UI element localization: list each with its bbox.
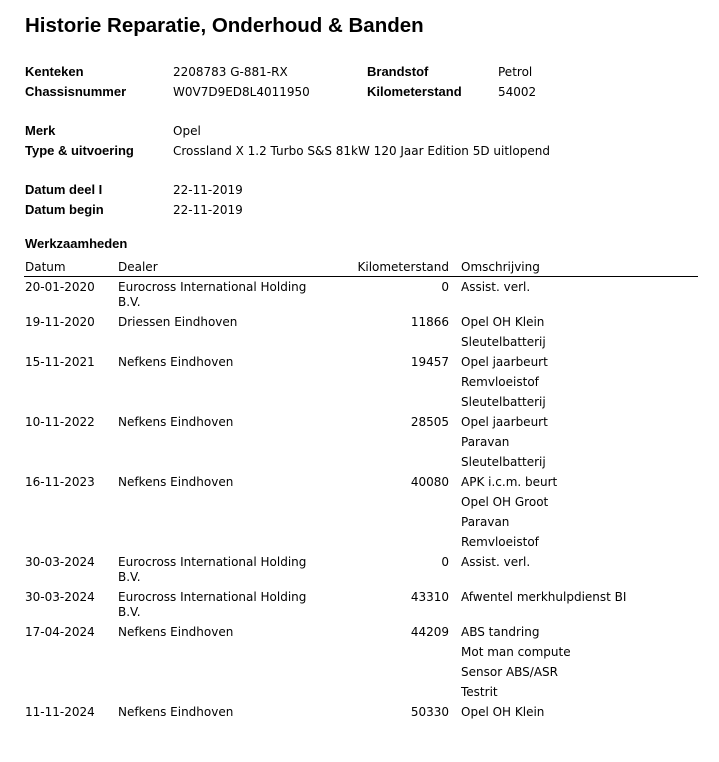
description-line: Afwentel merkhulpdienst BI: [461, 590, 627, 604]
description-line: Testrit: [461, 685, 498, 699]
row-description: [461, 475, 701, 555]
datum-begin-value: 22-11-2019: [173, 203, 243, 217]
row-description: [461, 280, 701, 300]
row-km: 28505: [410, 415, 449, 429]
row-date: 15-11-2021: [25, 355, 95, 369]
type-label: Type & uitvoering: [25, 143, 134, 158]
section-title: Werkzaamheden: [25, 236, 128, 251]
row-dealer: Nefkens Eindhoven: [118, 475, 234, 489]
row-description: [461, 355, 701, 415]
table-row: [0, 590, 719, 625]
row-km: 0: [441, 555, 449, 569]
row-description: [461, 555, 701, 575]
chassis-value: W0V7D9ED8L4011950: [173, 85, 310, 99]
table-row: [0, 415, 719, 475]
row-date: 10-11-2022: [25, 415, 95, 429]
description-line: APK i.c.m. beurt: [461, 475, 558, 489]
row-km: 0: [441, 280, 449, 294]
table-row: [0, 280, 719, 315]
row-km: 44209: [410, 625, 449, 639]
description-line: Sleutelbatterij: [461, 395, 546, 409]
header-km: Kilometerstand: [357, 260, 449, 274]
kenteken-label: Kenteken: [25, 64, 84, 79]
brandstof-label: Brandstof: [367, 64, 429, 79]
description-line: ABS tandring: [461, 625, 540, 639]
row-description: [461, 590, 701, 610]
description-line: Opel OH Groot: [461, 495, 549, 509]
chassis-label: Chassisnummer: [25, 84, 127, 99]
row-km: 19457: [410, 355, 449, 369]
row-km: 40080: [410, 475, 449, 489]
km-value: 54002: [498, 85, 537, 99]
row-dealer: Eurocross International Holding B.V.: [118, 590, 307, 619]
table-row: [0, 355, 719, 415]
description-line: Opel OH Klein: [461, 705, 545, 719]
row-km: 50330: [410, 705, 449, 719]
merk-label: Merk: [25, 123, 56, 138]
datum-deel-label: Datum deel I: [25, 182, 103, 197]
brandstof-value: Petrol: [498, 65, 533, 79]
row-dealer: Nefkens Eindhoven: [118, 415, 234, 429]
row-description: [461, 705, 701, 725]
row-dealer: Nefkens Eindhoven: [118, 705, 234, 719]
datum-begin-label: Datum begin: [25, 202, 104, 217]
header-dealer: Dealer: [118, 260, 158, 274]
page-title: Historie Reparatie, Onderhoud & Banden: [25, 14, 424, 37]
header-divider: [24, 276, 698, 277]
merk-value: Opel: [173, 124, 201, 138]
row-date: 30-03-2024: [25, 590, 95, 604]
table-row: [0, 555, 719, 590]
table-row: [0, 705, 719, 725]
row-km: 43310: [410, 590, 449, 604]
description-line: Assist. verl.: [461, 280, 531, 294]
description-line: Paravan: [461, 515, 510, 529]
work-table: [0, 280, 719, 725]
description-line: Sensor ABS/ASR: [461, 665, 559, 679]
datum-deel-value: 22-11-2019: [173, 183, 243, 197]
row-date: 16-11-2023: [25, 475, 95, 489]
table-row: [0, 315, 719, 355]
row-description: [461, 625, 701, 705]
row-dealer: Driessen Eindhoven: [118, 315, 238, 329]
description-line: Remvloeistof: [461, 375, 539, 389]
row-dealer: Eurocross International Holding B.V.: [118, 555, 307, 584]
row-dealer: Nefkens Eindhoven: [118, 625, 234, 639]
km-label: Kilometerstand: [367, 84, 462, 99]
row-date: 11-11-2024: [25, 705, 95, 719]
description-line: Sleutelbatterij: [461, 335, 546, 349]
header-date: Datum: [25, 260, 66, 274]
table-row: [0, 475, 719, 555]
description-line: Opel jaarbeurt: [461, 355, 548, 369]
table-row: [0, 625, 719, 705]
type-value: Crossland X 1.2 Turbo S&S 81kW 120 Jaar Edition 5D uitlopend: [173, 144, 550, 158]
description-line: Mot man compute: [461, 645, 571, 659]
row-date: 17-04-2024: [25, 625, 95, 639]
description-line: Opel jaarbeurt: [461, 415, 548, 429]
description-line: Remvloeistof: [461, 535, 539, 549]
row-dealer: Eurocross International Holding B.V.: [118, 280, 307, 309]
row-km: 11866: [410, 315, 449, 329]
row-date: 30-03-2024: [25, 555, 95, 569]
description-line: Paravan: [461, 435, 510, 449]
row-description: [461, 415, 701, 475]
header-desc: Omschrijving: [461, 260, 540, 274]
row-date: 19-11-2020: [25, 315, 95, 329]
kenteken-value: 2208783 G-881-RX: [173, 65, 288, 79]
description-line: Assist. verl.: [461, 555, 531, 569]
row-dealer: Nefkens Eindhoven: [118, 355, 234, 369]
row-date: 20-01-2020: [25, 280, 95, 294]
description-line: Sleutelbatterij: [461, 455, 546, 469]
row-description: [461, 315, 701, 355]
description-line: Opel OH Klein: [461, 315, 545, 329]
